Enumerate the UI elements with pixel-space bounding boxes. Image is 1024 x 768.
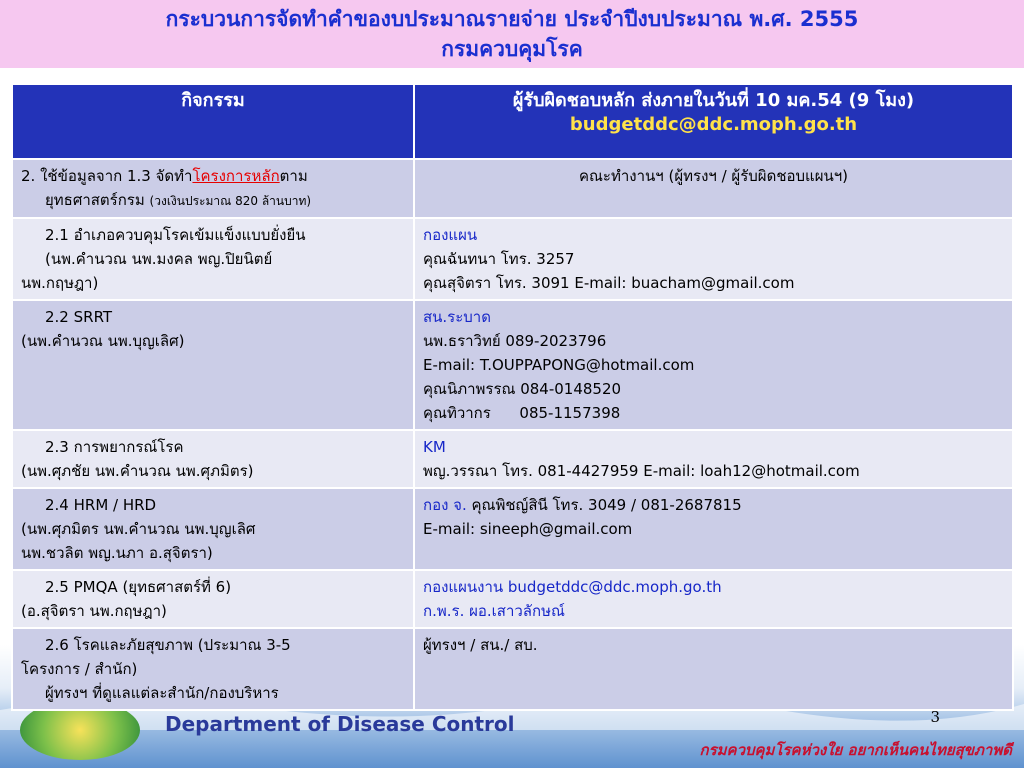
table-row [12, 159, 1013, 218]
responsible-text: คณะทำงานฯ (ผู้ทรงฯ / ผู้รับผิดชอบแผนฯ) [578, 167, 849, 185]
column-header-activity: กิจกรรม [12, 84, 414, 159]
table-row [12, 570, 1013, 628]
responsible-unit: กองแผนงาน budgetddc@ddc.moph.go.th [423, 578, 722, 596]
activity-line [21, 164, 405, 188]
responsible-text: คุณพิชญ์สินี โทร. 3049 / 081-2687815 [466, 496, 742, 514]
responsible-text: คุณนิภาพรรณ 084-0148520 [423, 380, 622, 398]
responsible-text: ผู้ทรงฯ / สน./ สบ. [423, 636, 538, 654]
page-number: 3 [930, 708, 940, 726]
responsible-unit: กอง จ. [423, 496, 467, 514]
activity-text: (นพ.ศุภชัย นพ.คำนวณ นพ.ศุภมิตร) [21, 462, 254, 480]
activity-cell [12, 430, 414, 488]
responsible-cell [414, 300, 1013, 430]
activity-text: โครงการ / สำนัก) [21, 660, 138, 678]
slogan: กรมควบคุมโรคห่วงใย อยากเห็นคนไทยสุขภาพดี [699, 741, 1012, 759]
responsible-cell [414, 488, 1013, 570]
header-email: budgetddc@ddc.moph.go.th [569, 114, 858, 135]
activity-cell [12, 570, 414, 628]
responsible-cell [414, 570, 1013, 628]
responsible-line [423, 493, 1004, 517]
responsible-cell [414, 159, 1013, 218]
activity-text: ผู้ทรงฯ ที่ดูแลแต่ละสำนัก/กองบริหาร [45, 684, 279, 702]
activity-text: นพ.กฤษฎา) [21, 274, 99, 292]
activity-cell [12, 628, 414, 710]
responsible-text: คุณฉันทนา โทร. 3257 [423, 250, 575, 268]
activity-text: 2.1 อำเภอควบคุมโรคเข้มแข็งแบบยั่งยืน [45, 226, 306, 244]
activity-text: 2.5 PMQA (ยุทธศาสตร์ที่ 6) [45, 578, 232, 596]
responsible-cell [414, 218, 1013, 300]
slide-subtitle: กรมควบคุมโรค [441, 37, 583, 61]
activity-text: (นพ.คำนวณ นพ.มงคล พญ.ปิยนิตย์ [45, 250, 273, 268]
budget-note: (วงเงินประมาณ 820 ล้านบาท) [149, 194, 312, 208]
activity-text: 2.3 การพยากรณ์โรค [45, 438, 184, 456]
table-row [12, 628, 1013, 710]
main-project-highlight: โครงการหลัก [192, 167, 280, 185]
table-row [12, 218, 1013, 300]
responsible-unit: กองแผน [423, 226, 478, 244]
activity-text: (อ.สุจิตรา นพ.กฤษฎา) [21, 602, 167, 620]
activity-text: 2.6 โรคและภัยสุขภาพ (ประมาณ 3-5 [45, 636, 291, 654]
responsible-unit: KM [423, 438, 446, 456]
activity-text: 2. ใช้ข้อมูลจาก 1.3 จัดทำ [21, 167, 193, 185]
activity-cell [12, 159, 414, 218]
activity-text: ยุทธศาสตร์กรม [45, 191, 145, 209]
responsible-text: E-mail: T.OUPPAPONG@hotmail.com [423, 356, 695, 374]
table-row [12, 300, 1013, 430]
activity-text: นพ.ชวลิต พญ.นภา อ.สุจิตรา) [21, 544, 213, 562]
department-name: Department of Disease Control [165, 712, 515, 736]
table-row [12, 488, 1013, 570]
activity-text: ตาม [279, 167, 308, 185]
slide-title: กระบวนการจัดทำคำของบประมาณรายจ่าย ประจำปีงบประมาณ พ.ศ. 2555 [165, 7, 859, 31]
responsible-unit: ก.พ.ร. ผอ.เสาวลักษณ์ [423, 602, 565, 620]
activity-cell [12, 218, 414, 300]
responsible-text: E-mail: sineeph@gmail.com [423, 520, 633, 538]
responsible-cell [414, 430, 1013, 488]
activity-line [21, 188, 405, 213]
header-responsible-text: ผู้รับผิดชอบหลัก ส่งภายในวันที่ 10 มค.54 (9 โมง) [512, 90, 915, 111]
activity-text: 2.2 SRRT [45, 308, 113, 326]
table-row [12, 430, 1013, 488]
activity-text: (นพ.คำนวณ นพ.บุญเลิศ) [21, 332, 185, 350]
activity-cell [12, 300, 414, 430]
responsible-text: นพ.ธราวิทย์ 089-2023796 [423, 332, 607, 350]
table-header-row [12, 84, 1013, 159]
activity-cell [12, 488, 414, 570]
budget-process-table [11, 83, 1014, 711]
responsible-unit: สน.ระบาด [423, 308, 491, 326]
activity-text: (นพ.ศุภมิตร นพ.คำนวณ นพ.บุญเลิศ [21, 520, 256, 538]
responsible-text: พญ.วรรณา โทร. 081-4427959 E-mail: loah12@hotmail.com [423, 462, 860, 480]
activity-text: 2.4 HRM / HRD [45, 496, 157, 514]
column-header-responsible [414, 84, 1013, 159]
responsible-text: คุณสุจิตรา โทร. 3091 E-mail: buacham@gmail.com [423, 274, 795, 292]
responsible-cell [414, 628, 1013, 710]
responsible-text: คุณทิวากร 085-1157398 [423, 404, 621, 422]
